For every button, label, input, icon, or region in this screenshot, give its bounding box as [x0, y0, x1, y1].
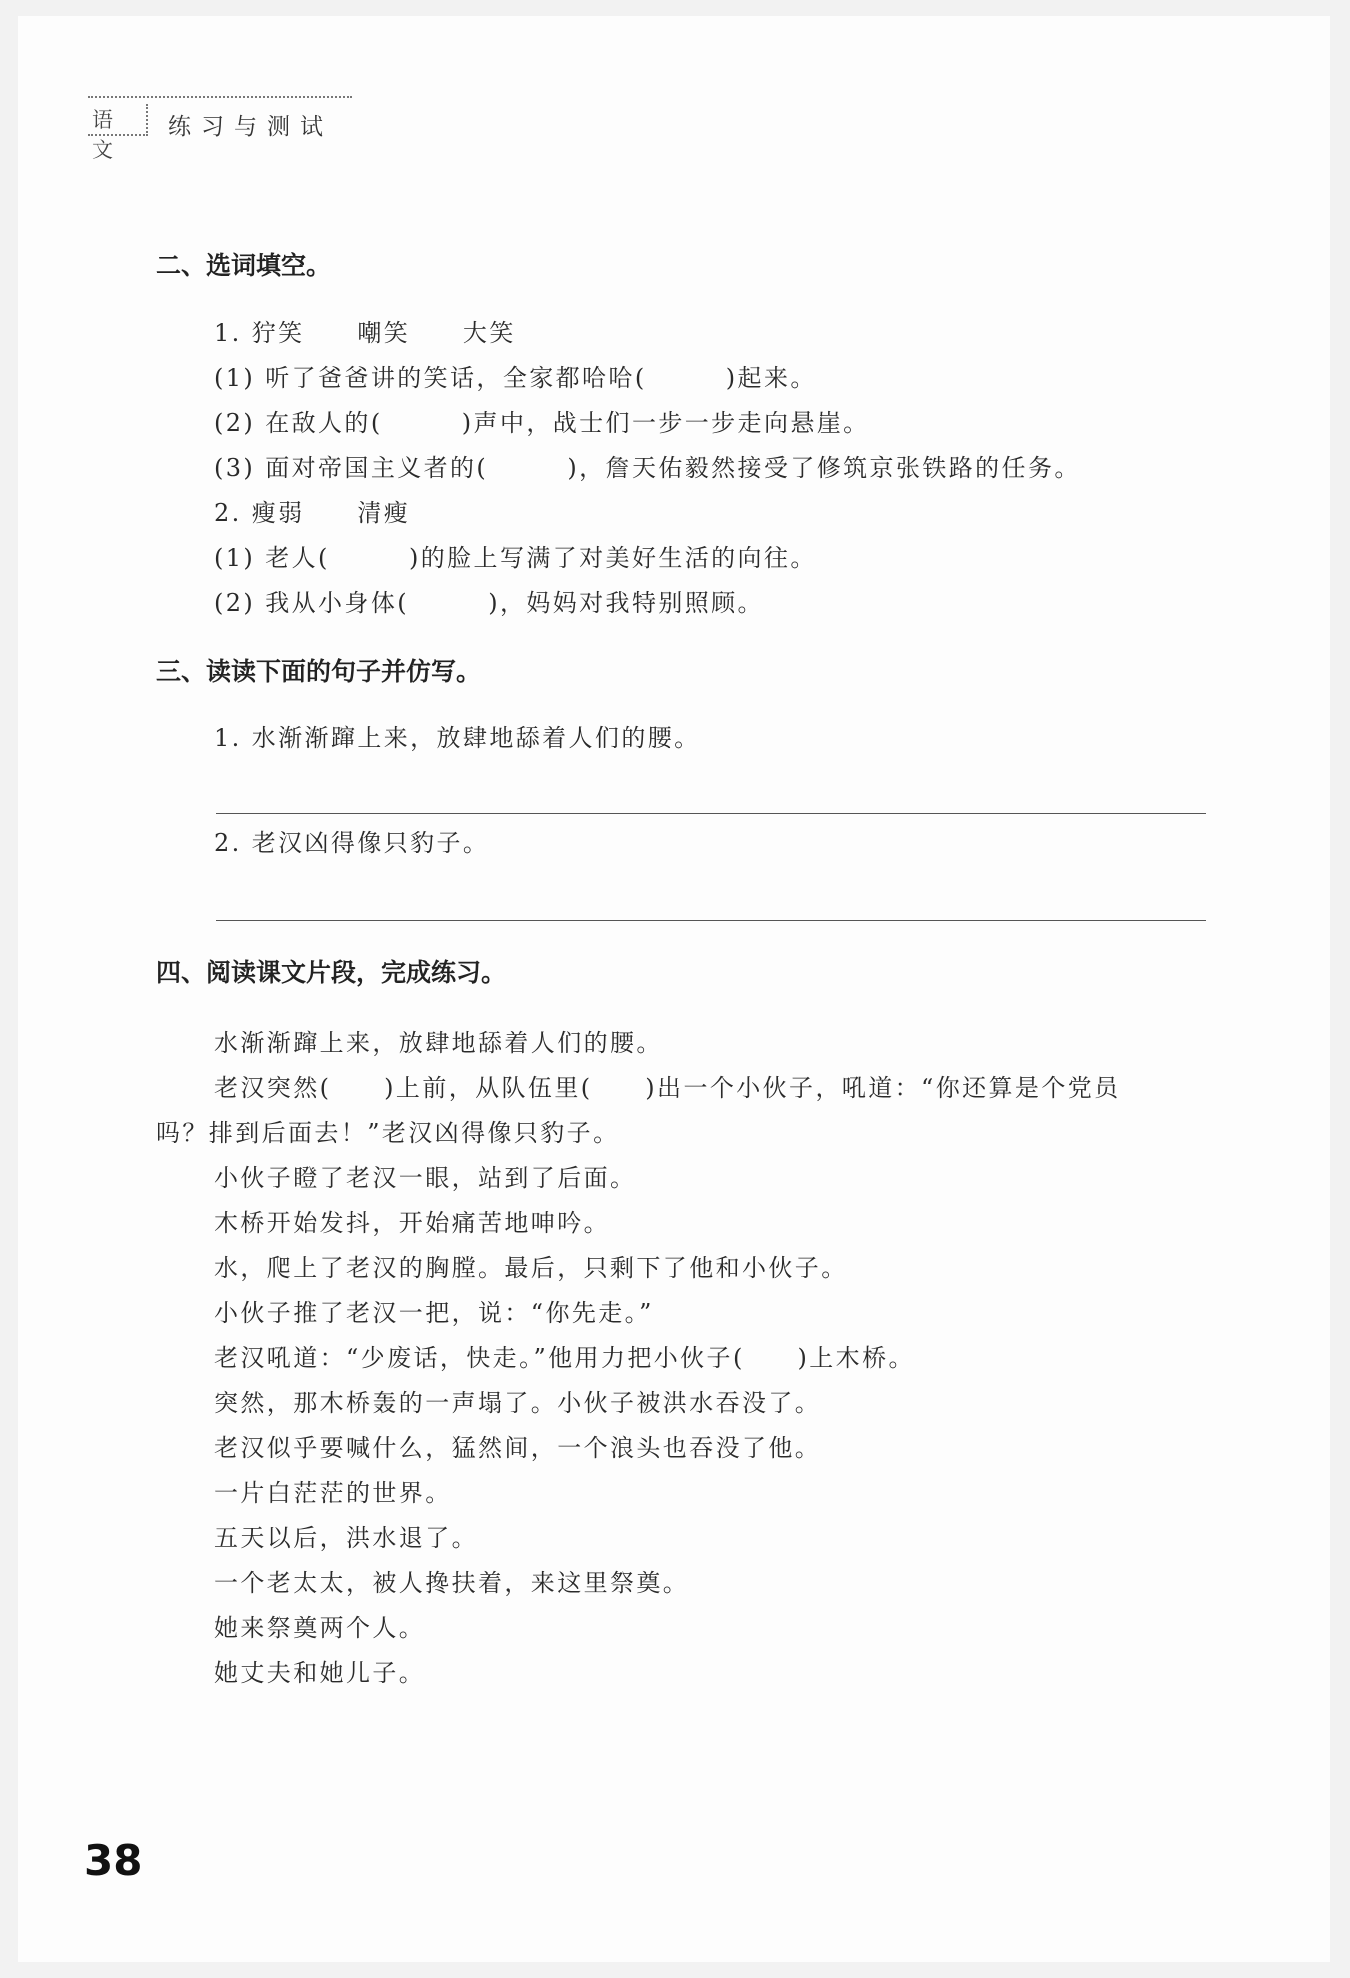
- imitation-item-1: 1. 水渐渐蹿上来，放肆地舔着人们的腰。: [214, 724, 701, 752]
- passage-line: 突然，那木桥轰的一声塌了。小伙子被洪水吞没了。: [214, 1389, 822, 1417]
- passage-line: 她来祭奠两个人。: [214, 1614, 426, 1642]
- fill-item-1-2: (2) 在敌人的( )声中，战士们一步一步走向悬崖。: [214, 409, 870, 437]
- fill-item-1-1: (1) 听了爸爸讲的笑话，全家都哈哈( )起来。: [214, 364, 817, 392]
- passage-line: 小伙子推了老汉一把，说：“你先走。”: [214, 1299, 654, 1327]
- imitation-item-2: 2. 老汉凶得像只豹子。: [214, 829, 490, 857]
- passage-line: 水渐渐蹿上来，放肆地舔着人们的腰。: [214, 1029, 663, 1057]
- passage-line: 她丈夫和她儿子。: [214, 1659, 426, 1687]
- section-3-title: 三、读读下面的句子并仿写。: [156, 657, 482, 686]
- passage-line: 木桥开始发抖，开始痛苦地呻吟。: [214, 1209, 610, 1237]
- passage-line: 小伙子瞪了老汉一眼，站到了后面。: [214, 1164, 637, 1192]
- page-number: 38: [84, 1836, 143, 1885]
- fill-item-1-3: (3) 面对帝国主义者的( )，詹天佑毅然接受了修筑京张铁路的任务。: [214, 454, 1081, 482]
- passage-line: 一个老太太，被人搀扶着，来这里祭奠。: [214, 1569, 690, 1597]
- section-2-title: 二、选词填空。: [156, 251, 332, 280]
- word-options-1: 1. 狞笑 嘲笑 大笑: [214, 319, 516, 347]
- passage-line: 老汉突然( )上前，从队伍里( )出一个小伙子，吼道：“你还算是个党员: [214, 1074, 1121, 1102]
- passage-line: 水，爬上了老汉的胸膛。最后，只剩下了他和小伙子。: [214, 1254, 848, 1282]
- series-title: 练习与测试: [168, 114, 333, 140]
- word-options-2: 2. 瘦弱 清瘦: [214, 499, 411, 527]
- subject-label: 语文: [92, 108, 113, 162]
- fill-item-2-2: (2) 我从小身体( )，妈妈对我特别照顾。: [214, 589, 764, 617]
- answer-line-1[interactable]: [216, 813, 1206, 814]
- passage-line: 一片白茫茫的世界。: [214, 1479, 452, 1507]
- section-4-title: 四、阅读课文片段，完成练习。: [156, 958, 507, 987]
- fill-item-2-1: (1) 老人( )的脸上写满了对美好生活的向往。: [214, 544, 817, 572]
- passage-line: 吗？排到后面去！”老汉凶得像只豹子。: [156, 1119, 620, 1147]
- header-dotted-rule: [88, 96, 352, 98]
- passage-line: 老汉吼道：“少废话，快走。”他用力把小伙子( )上木桥。: [214, 1344, 915, 1372]
- answer-line-2[interactable]: [216, 920, 1206, 921]
- passage-line: 老汉似乎要喊什么，猛然间，一个浪头也吞没了他。: [214, 1434, 822, 1462]
- passage-line: 五天以后，洪水退了。: [214, 1524, 478, 1552]
